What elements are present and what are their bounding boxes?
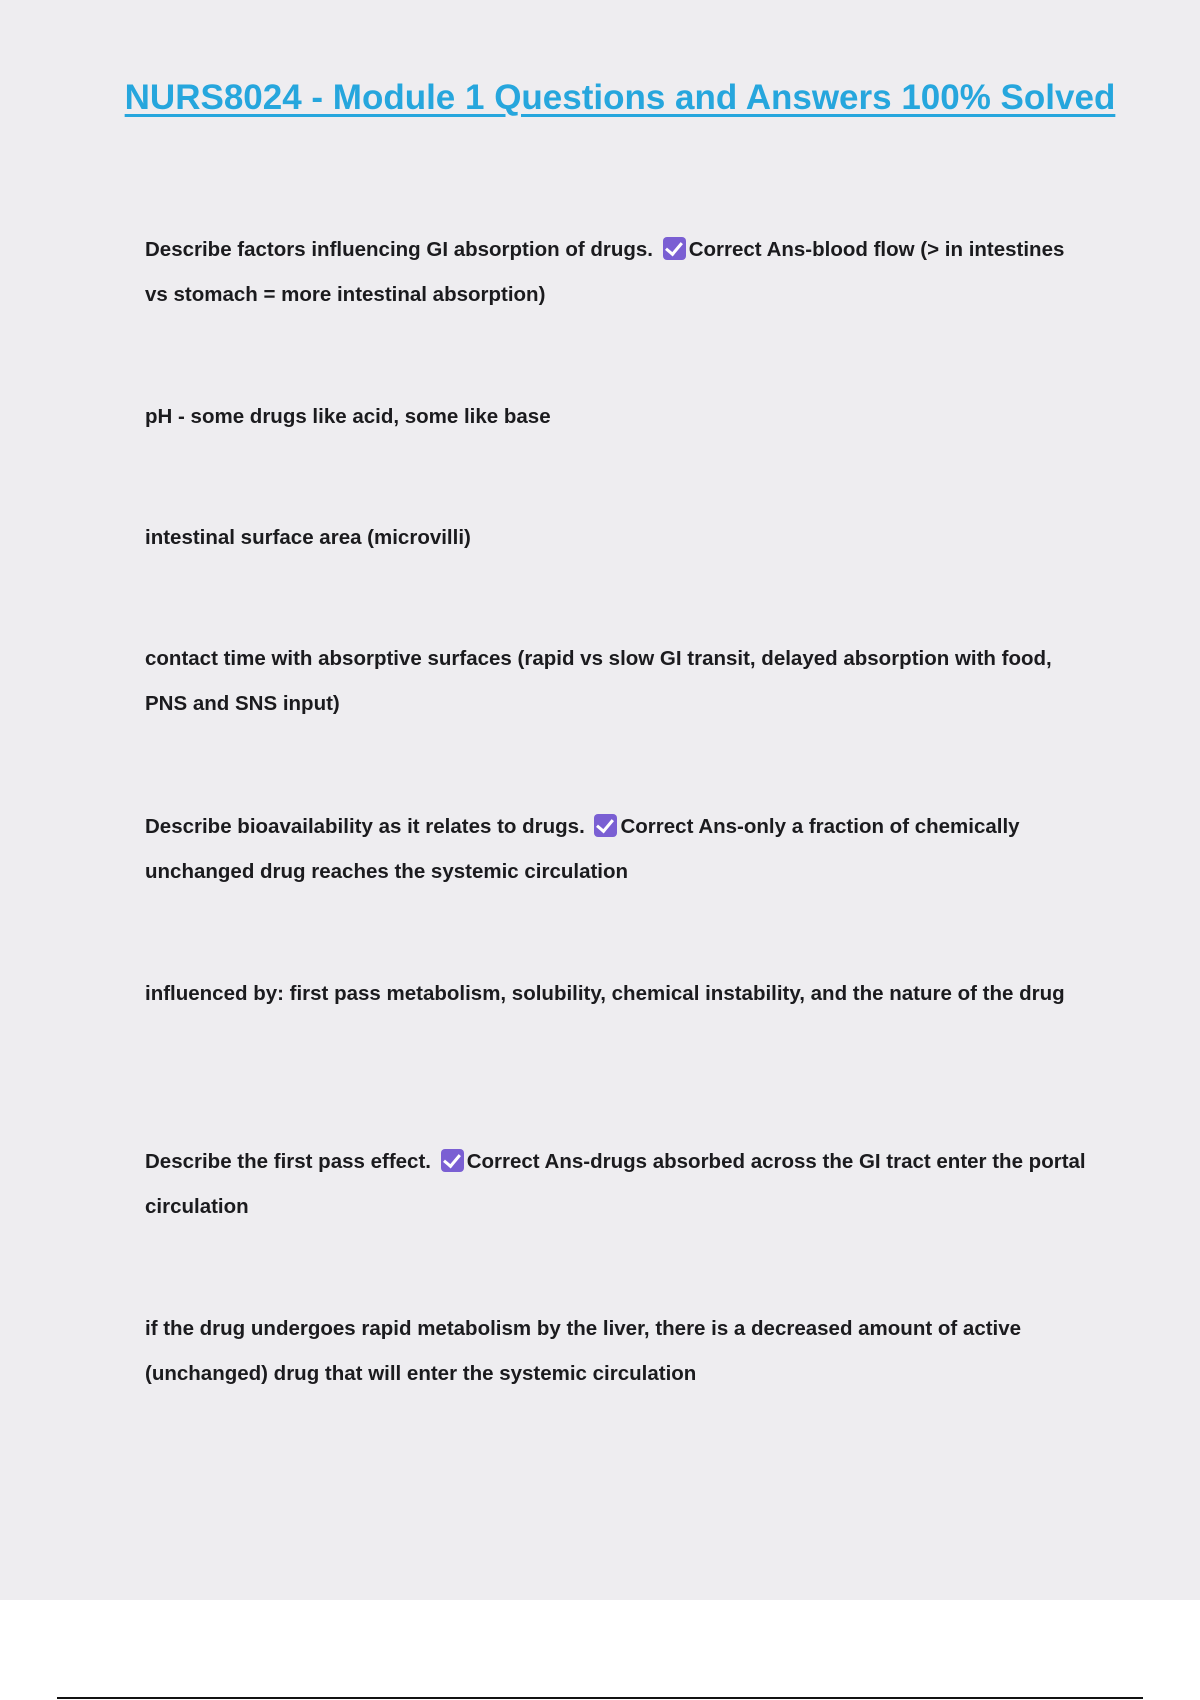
question-text: Describe bioavailability as it relates to drugs. — [145, 815, 585, 838]
document-title: NURS8024 - Module 1 Questions and Answers 100% Solved — [124, 78, 1116, 117]
answer-detail-influences: influenced by: first pass metabolism, solubility, chemical instability, and the nature of the drug — [145, 982, 1065, 1005]
checkbox-checked-icon — [663, 237, 686, 260]
checkbox-checked-icon — [594, 814, 617, 837]
question-text: Describe the first pass effect. — [145, 1150, 431, 1173]
answer-detail-contact-time: contact time with absorptive surfaces (rapid vs slow GI transit, delayed absorption with food, PNS and SNS input) — [145, 647, 1052, 715]
qa-item-bioavailability — [145, 804, 1090, 894]
qa-item-first-pass — [145, 1139, 1090, 1229]
answer-detail-liver-metabolism: if the drug undergoes rapid metabolism by the liver, there is a decreased amount of active (unchanged) drug that will enter the systemic circulation — [145, 1317, 1022, 1385]
answer-text: Correct Ans-only a fraction of chemically unchanged drug reaches the systemic circulation — [145, 815, 1020, 883]
footer-divider — [57, 1697, 1143, 1699]
question-text: Describe factors influencing GI absorption of drugs. — [145, 238, 654, 261]
checkbox-checked-icon — [441, 1149, 464, 1172]
answer-detail-ph: pH - some drugs like acid, some like base — [145, 405, 551, 428]
qa-item-gi-absorption — [145, 227, 1090, 317]
answer-text: Correct Ans-blood flow (> in intestines vs stomach = more intestinal absorption) — [145, 238, 1065, 306]
answer-detail-surface-area: intestinal surface area (microvilli) — [145, 526, 471, 549]
answer-text: Correct Ans-drugs absorbed across the GI tract enter the portal circulation — [145, 1150, 1086, 1218]
